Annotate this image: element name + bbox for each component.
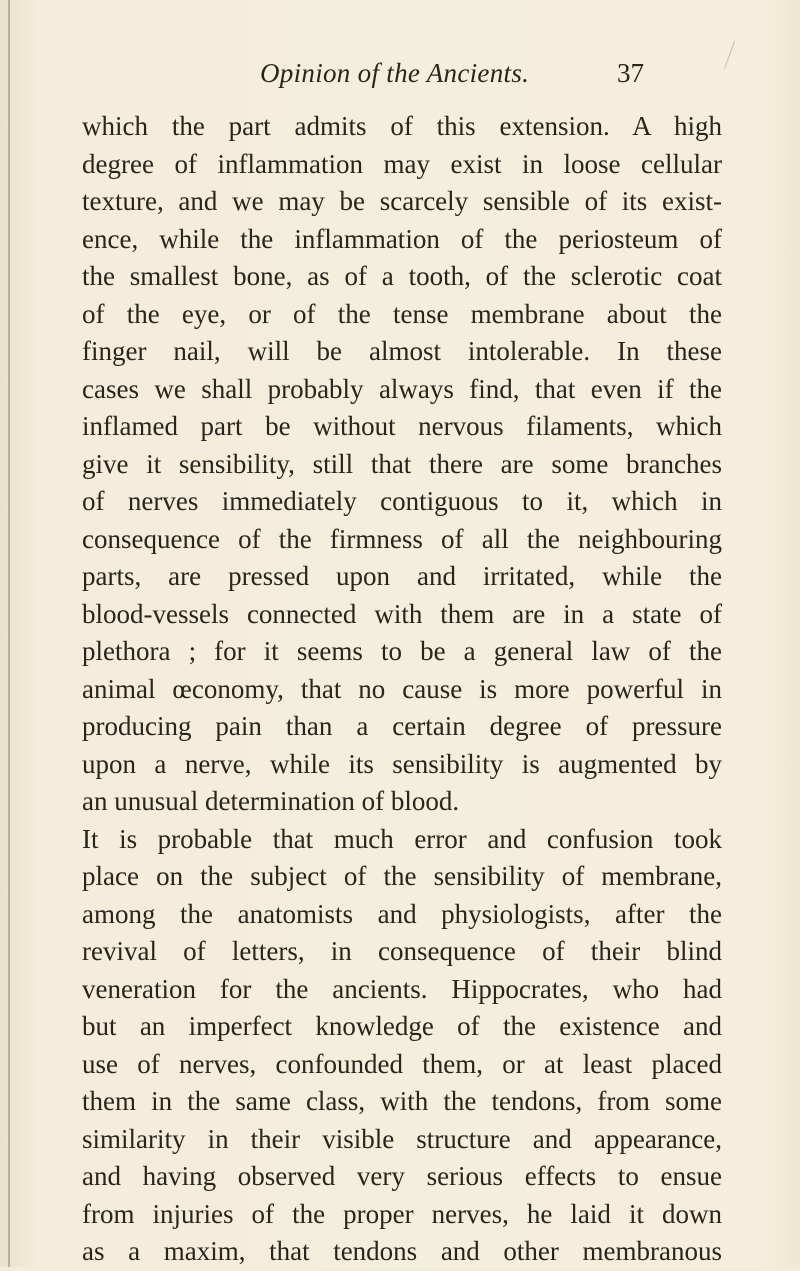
text-line: inflamed part be without nervous filaments, which — [82, 411, 722, 441]
text-line: veneration for the ancients. Hippocrates, who had — [82, 973, 722, 1004]
text-line: them in the same class, with the tendons, from some — [82, 1086, 722, 1116]
running-head — [0, 58, 800, 98]
text-line: upon a nerve, while its sensibility is augmented by — [82, 748, 722, 779]
text-line: producing pain than a certain degree of pressure — [82, 711, 722, 741]
text-line: similarity in their visible structure and appearance, — [82, 1123, 722, 1154]
text-line: animal œconomy, that no cause is more powerful in — [82, 673, 722, 704]
text-line: texture, and we may be scarcely sensible of its exist- — [82, 186, 722, 216]
text-line: give it sensibility, still that there are some branches — [82, 448, 722, 479]
text-line: cases we shall probably always find, that even if the — [82, 373, 722, 404]
page-gutter-edge — [8, 0, 10, 1267]
text-line: blood-vessels connected with them are in a state of — [82, 598, 722, 629]
text-line: which the part admits of this extension. A high — [82, 111, 722, 141]
text-line: degree of inflammation may exist in loose cellular — [82, 148, 722, 179]
text-line: but an imperfect knowledge of the existence and — [82, 1011, 722, 1041]
running-title: Opinion of the Ancients. — [260, 58, 530, 88]
body-text — [82, 108, 722, 1271]
text-line: parts, are pressed upon and irritated, while the — [82, 561, 722, 591]
text-line: from injuries of the proper nerves, he laid it down — [82, 1198, 722, 1229]
text-line: revival of letters, in consequence of their blind — [82, 936, 722, 966]
text-line: plethora ; for it seems to be a general law of the — [82, 636, 722, 666]
text-line: as a maxim, that tendons and other membranous — [82, 1236, 722, 1266]
text-line: the smallest bone, as of a tooth, of the sclerotic coat — [82, 261, 722, 291]
paragraph-first-line: It is probable that much error and confusion took — [82, 823, 722, 854]
text-line: ence, while the inflammation of the periosteum of — [82, 223, 722, 254]
text-line: among the anatomists and physiologists, after the — [82, 898, 722, 929]
text-line: consequence of the firmness of all the neighbouring — [82, 523, 722, 554]
page-number: 37 — [617, 58, 644, 88]
text-line: and having observed very serious effects to ensue — [82, 1161, 722, 1191]
text-line: finger nail, will be almost intolerable. In these — [82, 336, 722, 366]
text-line: place on the subject of the sensibility of membrane, — [82, 861, 722, 891]
text-line: use of nerves, confounded them, or at least placed — [82, 1048, 722, 1079]
paragraph-last-line: an unusual determination of blood. — [82, 786, 460, 816]
text-line: of the eye, or of the tense membrane about the — [82, 298, 722, 329]
text-line: of nerves immediately contiguous to it, which in — [82, 486, 722, 516]
